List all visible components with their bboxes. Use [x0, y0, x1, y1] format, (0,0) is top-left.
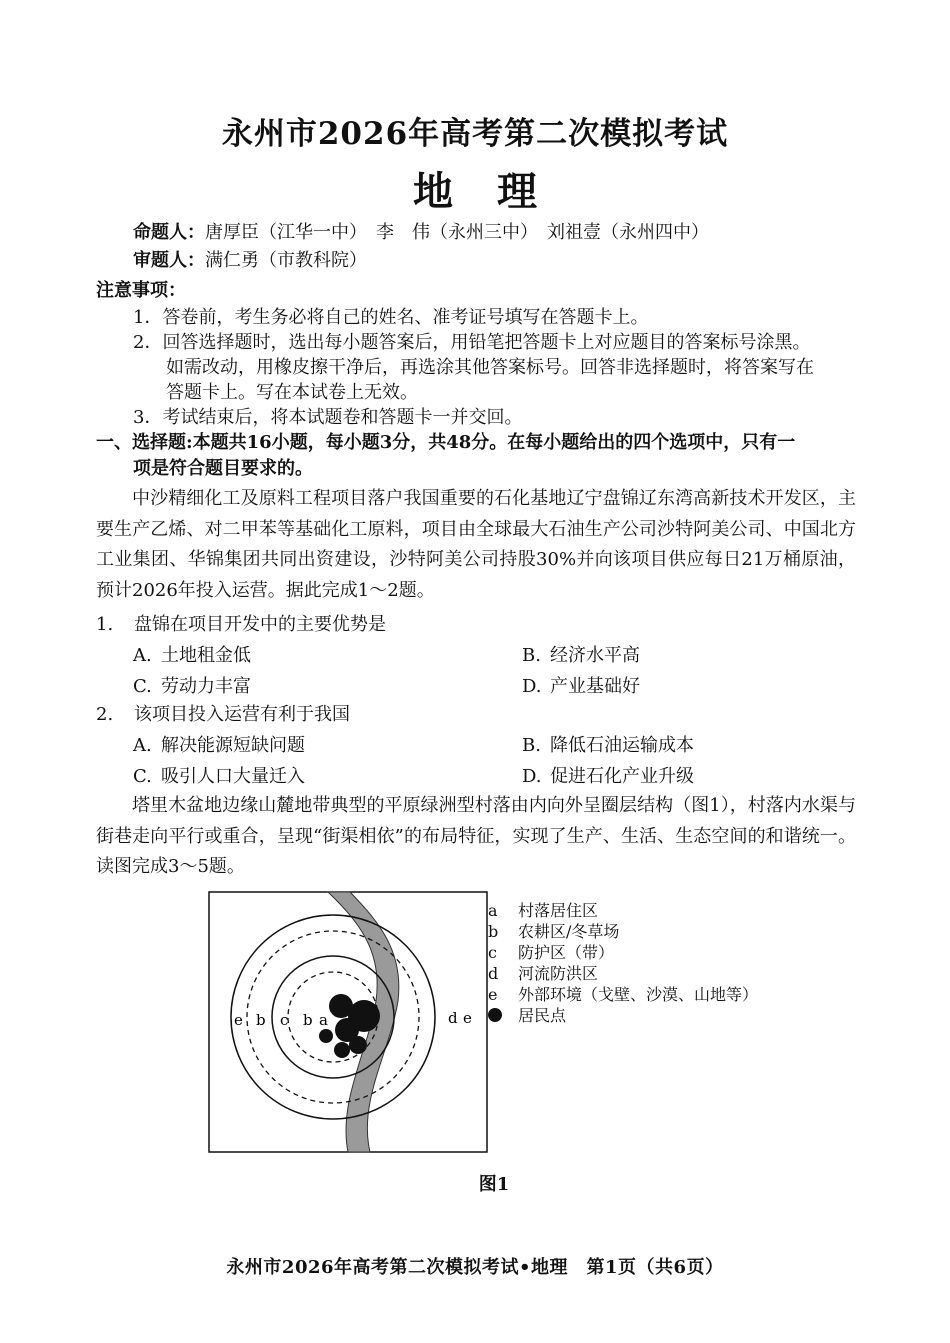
subject-title: 地理 — [413, 168, 581, 215]
settlement-dot-icon — [488, 1008, 502, 1022]
figure-legend — [488, 900, 758, 1026]
reviewer-line — [133, 251, 367, 271]
q2-option-b[interactable]: B. 降低石油运输成本 — [522, 735, 694, 756]
question-2 — [96, 700, 350, 726]
authors-label: 命题人： — [133, 222, 205, 243]
section-heading-cont: 项是符合题目要求的。 — [133, 458, 313, 479]
map-label-d: d — [448, 1009, 458, 1027]
question-number: 2. — [96, 704, 114, 725]
village-ring-diagram — [208, 891, 488, 1153]
q2-option-a[interactable]: A. 解决能源短缺问题 — [133, 735, 305, 756]
map-label-c: c — [280, 1011, 289, 1029]
reviewer-label: 审题人： — [133, 250, 205, 271]
authors: 唐厚臣（江华一中） 李 伟（永州三中） 刘祖壹（永州四中） — [205, 222, 709, 243]
question-1 — [96, 610, 386, 636]
legend-item: e 外部环境（戈壁、沙漠、山地等） — [488, 985, 759, 1004]
q1-option-d[interactable]: D. 产业基础好 — [522, 676, 640, 697]
notice-item-3: 3．考试结束后，将本试题卷和答题卡一并交回。 — [133, 407, 523, 428]
section-heading: 一、选择题:本题共16小题，每小题3分，共48分。在每小题给出的四个选项中，只有一 — [96, 432, 796, 453]
figure-caption: 图1 — [478, 1174, 510, 1195]
legend-item: a 村落居住区 — [488, 901, 599, 920]
q2-option-c[interactable]: C. 吸引人口大量迁入 — [133, 766, 305, 787]
legend-item: b 农耕区/冬草场 — [488, 922, 620, 941]
passage-1: 中沙精细化工及原料工程项目落户我国重要的石化基地辽宁盘锦辽东湾高新技术开发区，主要生产乙烯、对二甲苯等基础化工原料，项目由全球最大石油生产公司沙特阿美公司、中国北方工业集团、华锦集团共同出资建设，沙特阿美公司持股30%并向该项目供应每日21万桶原油，预计2026年投入运营。据此完成1～2题。 — [96, 488, 856, 601]
settlement-dot — [319, 1029, 333, 1043]
question-stem: 该项目投入运营有利于我国 — [134, 704, 350, 725]
map-label-b-outer: b — [256, 1011, 266, 1029]
notice-item-2-cont2: 答题卡上。写在本试卷上无效。 — [166, 382, 418, 403]
settlement-dot — [349, 1036, 367, 1054]
passage-2: 塔里木盆地边缘山麓地带典型的平原绿洲型村落由内向外呈圈层结构（图1），村落内水渠与街巷走向平行或重合，呈现“街渠相依”的布局特征，实现了生产、生活、生态空间的和谐统一。读图完成3～5题。 — [96, 795, 856, 877]
question-stem: 盘锦在项目开发中的主要优势是 — [134, 614, 386, 635]
q1-option-c[interactable]: C. 劳动力丰富 — [133, 676, 251, 697]
page-footer: 永州市2026年高考第二次模拟考试•地理 第1页（共6页） — [226, 1257, 724, 1278]
settlement-dot — [334, 1042, 350, 1058]
q2-option-d[interactable]: D. 促进石化产业升级 — [522, 766, 694, 787]
map-label-b-inner: b — [303, 1011, 313, 1029]
legend-item: c 防护区（带） — [488, 943, 615, 962]
reviewer: 满仁勇（市教科院） — [205, 250, 367, 271]
notice-heading: 注意事项： — [96, 280, 186, 301]
legend-item: d 河流防洪区 — [488, 964, 599, 983]
map-label-a: a — [319, 1011, 328, 1029]
notice-item-2-cont: 如需改动，用橡皮擦干净后，再选涂其他答案标号。回答非选择题时，将答案写在 — [166, 357, 814, 378]
notice-item-2: 2．回答选择题时，选出每小题答案后，用铅笔把答题卡上对应题目的答案标号涂黑。 — [133, 332, 811, 353]
q1-option-a[interactable]: A. 土地租金低 — [133, 645, 251, 666]
q1-option-b[interactable]: B. 经济水平高 — [522, 645, 640, 666]
notice-item-1: 1．答卷前，考生务必将自己的姓名、准考证号填写在答题卡上。 — [133, 307, 649, 328]
authors-line — [133, 223, 709, 243]
question-number: 1. — [96, 614, 114, 635]
map-label-e-left: e — [234, 1011, 243, 1029]
map-label-e-right: e — [463, 1009, 472, 1027]
legend-item: 居民点 — [488, 1005, 758, 1026]
exam-title: 永州市2026年高考第二次模拟考试 — [221, 116, 729, 152]
